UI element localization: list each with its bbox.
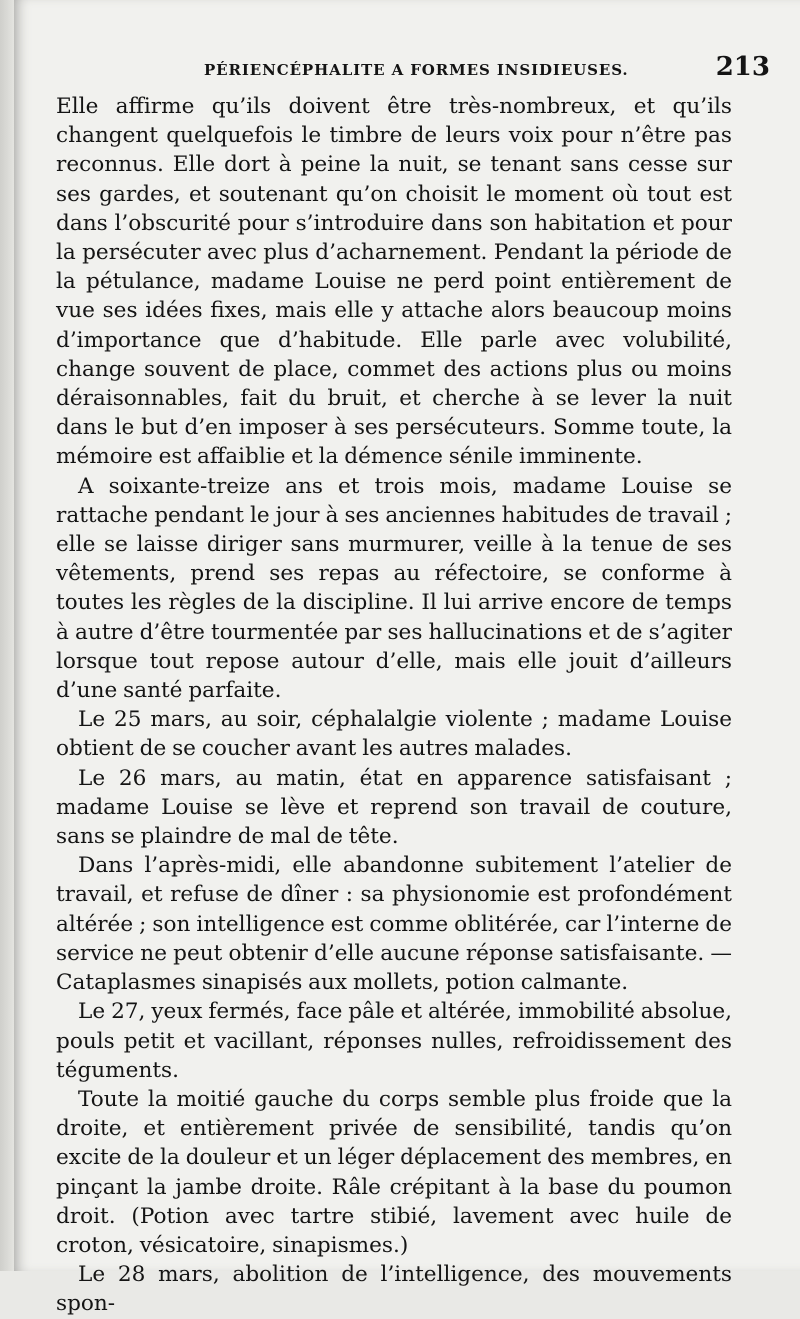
body-text — [56, 92, 732, 1319]
paragraph-march-27: Le 27, yeux fermés, face pâle et altérée, immobilité absolue, pouls petit et vacillant, réponses nulles, refroidissement des téguments. — [56, 999, 732, 1083]
paragraph-march-28: Le 28 mars, abolition de l’intelligence, des mouvements spon- — [56, 1262, 732, 1317]
running-title: PÉRIENCÉPHALITE A FORMES INSIDIEUSES. — [204, 61, 629, 79]
paragraph-march-25: Le 25 mars, au soir, céphalalgie violente ; madame Louise obtient de se coucher avant les autres malades. — [56, 707, 732, 762]
paragraph-march-26: Le 26 mars, au matin, état en apparence satisfaisant ; madame Louise se lève et reprend son travail de couture, sans se plaindre de mal de tête. — [56, 765, 732, 850]
book-page — [14, 0, 800, 1317]
paragraph-continuation: Elle affirme qu’ils doivent être très-nombreux, et qu’ils changent quelquefois le timbre de leurs voix pour n’être pas reconnus. Elle dort à peine la nuit, se tenant sans cesse sur ses gardes, et soutenant qu’on choisit le moment où tout est dans l’obscurité pour s’introduire dans son habitation et pour la persécuter avec plus d’acharnement. Pendant la période de la pétulance, madame Louise ne perd point entièrement de vue ses idées fixes, mais elle y attache alors beaucoup moins d’importance que d’habitude. Elle parle avec volubilité, change souvent de place, commet des actions plus ou moins déraisonnables, fait du bruit, et cherche à se lever la nuit dans le but d’en imposer à ses persécuteurs. Somme toute, la mémoire est affaiblie et la démence sénile imminente. — [56, 94, 732, 470]
paragraph-seventy-three-years: A soixante-treize ans et trois mois, madame Louise se rattache pendant le jour à ses anciennes habitudes de travail ; elle se laisse diriger sans murmurer, veille à la tenue de ses vêtements, prend ses repas au réfectoire, se conforme à toutes les règles de la discipline. Il lui arrive encore de temps à autre d’être tourmentée par ses hallucinations et de s’agiter lorsque tout repose autour d’elle, mais elle jouit d’ailleurs d’une santé parfaite. — [56, 473, 732, 704]
paragraph-left-side: Toute la moitié gauche du corps semble plus froide que la droite, et entièrement privée de sensibilité, tandis qu’on excite de la douleur et un léger déplacement des membres, en pinçant la jambe droite. Râle crépitant à la base du poumon droit. (Potion avec tartre stibié, lavement avec huile de croton, vésicatoire, sinapismes.) — [56, 1086, 732, 1258]
page-gutter-edge — [0, 0, 14, 1271]
page-header — [14, 52, 800, 86]
paragraph-afternoon: Dans l’après-midi, elle abandonne subitement l’atelier de travail, et refuse de dîner : sa physionomie est profondément altérée ; son intelligence est comme oblitérée, car l’interne de service ne peut obtenir d’elle aucune réponse satisfaisante. — Cataplasmes sinapisés aux mollets, potion calmante. — [56, 853, 732, 996]
page-number: 213 — [715, 52, 770, 82]
